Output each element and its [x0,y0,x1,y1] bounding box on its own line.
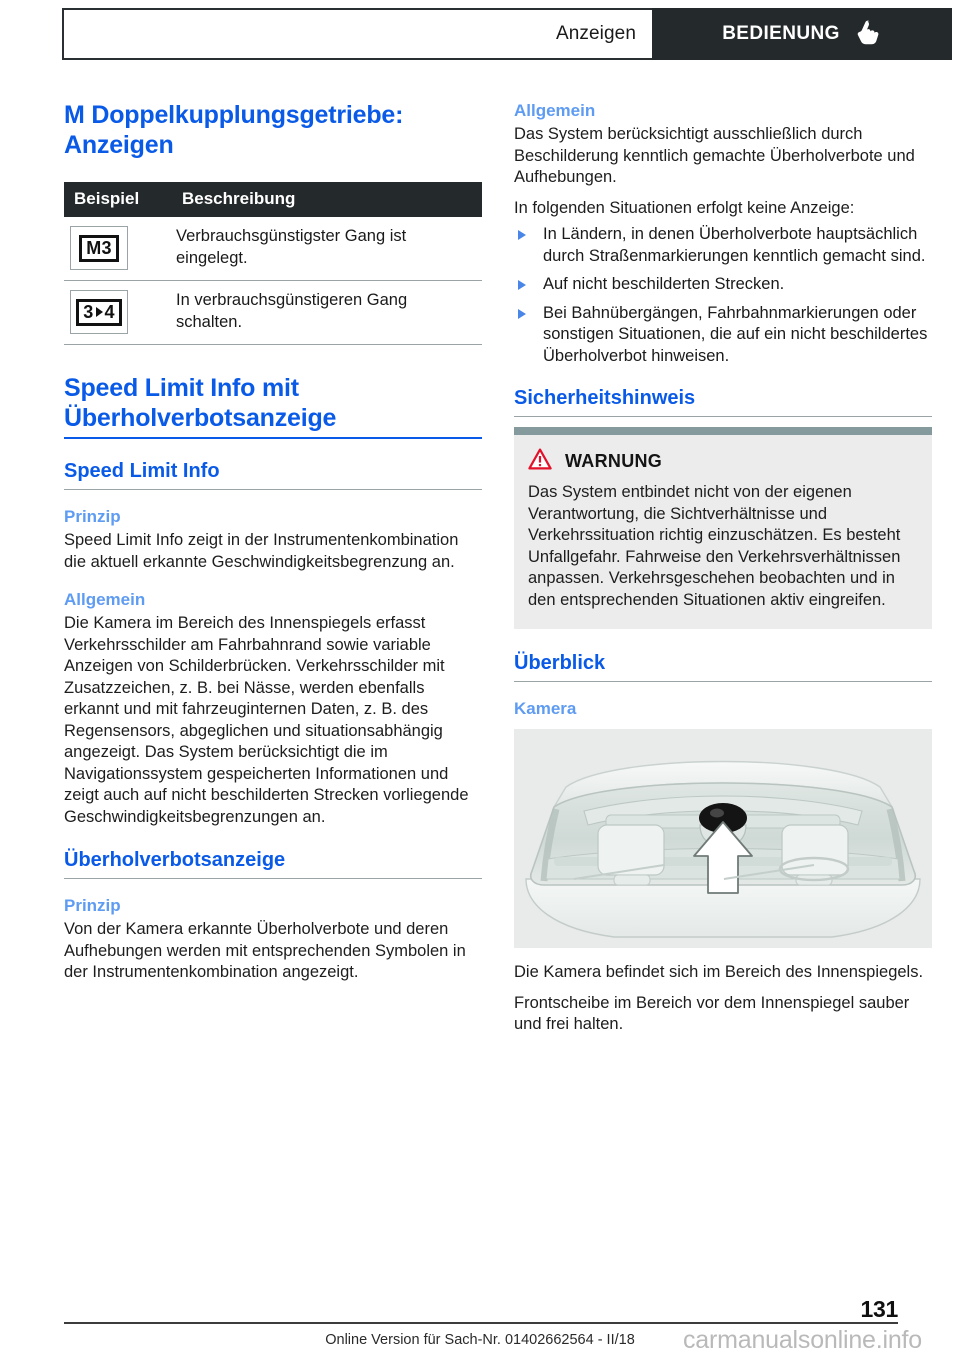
minor-heading-prinzip: Prinzip [64,507,121,526]
chapter-tab-label: BEDIENUNG [722,23,840,44]
footer-divider [64,1322,898,1324]
gear-shift-3-to-4-icon [70,290,128,334]
minor-heading-allgemein: Allgemein [64,590,146,609]
gear-from-label: 3 [83,301,94,322]
watermark: carmanualsonline.info [682,1326,922,1354]
subsection-title-ueberholverbotsanzeige: Überholverbotsanzeige [64,848,482,879]
gear-indicator-table [64,182,482,345]
right-column [514,100,932,1045]
page-number: 131 [860,1296,898,1322]
chapter-tab[interactable] [652,8,952,60]
warning-box-top-bar [514,427,932,435]
minor-heading-kamera: Kamera [514,699,577,718]
table-cell-description: Verbrauchsgünstigster Gang ist eingelegt. [172,217,482,281]
subsection-title-speed-limit-info: Speed Limit Info [64,459,482,490]
table-header-beispiel: Beispiel [64,182,172,217]
table-header-beschreibung: Beschreibung [172,182,482,217]
gear-shift-label [76,299,122,326]
page-title: M Doppelkupplungsgetriebe: Anzeigen [64,101,404,159]
left-column [64,100,482,993]
table-cell-description: In verbrauchsgünstigeren Gang schalten. [172,281,482,345]
warning-title: WARNUNG [565,451,663,471]
list-item [514,224,932,267]
table-row [64,217,482,281]
warning-title-row [528,448,918,475]
breadcrumb [62,8,652,60]
paragraph-allgemein-speed-limit: Die Kamera im Bereich des Innenspiegels erfasst Verkehrsschilder am Fahrbahnrand sowie variable Anzeigen von Schilderbrücken. Verkehrsschilder mit Zusatzzeichen, z. B. bei Nässe, werden ebenfalls erkannt und mit fahrzeuginternen Daten, z. B. des Regensensors, abgeglichen und situationsabhängig angezeigt. Das System berücksichtigt die im Navigationssystem gespeicherten Informationen und zeigt auch auf nicht beschilderten Strecken vorliegende Geschwindigkeitsbegrenzungen an. [64,614,469,826]
table-cell-icon [64,281,172,345]
table-row [64,281,482,345]
table-cell-icon [64,217,172,281]
list-item [514,303,932,368]
page-header [62,8,952,60]
warning-box [514,427,932,629]
pointing-hand-icon [856,18,882,51]
paragraph-prinzip-speed-limit: Speed Limit Info zeigt in der Instrumentenkombination die aktuell erkannte Geschwindigkeitsbegrenzung an. [64,531,459,571]
windshield-figure-svg [514,729,932,948]
list-item [514,274,932,296]
breadcrumb-label: Anzeigen [555,23,636,44]
gear-indicator-m3-icon [70,226,128,270]
minor-heading-prinzip-2: Prinzip [64,896,121,915]
windshield-camera-illustration [514,729,932,948]
subsection-title-ueberblick: Überblick [514,651,932,682]
paragraph-kamera-cleaning: Frontscheibe im Bereich vor dem Innenspiegel sauber und frei halten. [514,993,910,1033]
gear-indicator-m3-label: M3 [79,235,119,262]
situations-bullet-list [514,224,932,367]
paragraph-kamera-position: Die Kamera befindet sich im Bereich des Innenspiegels. [514,963,924,981]
paragraph-allgemein-right-1: Das System berücksichtigt ausschließlich durch Beschilderung kenntlich gemachte Überholverbote und Aufhebungen. [514,125,915,186]
shift-arrow-icon [96,307,103,317]
subsection-title-sicherheitshinweis: Sicherheitshinweis [514,386,932,417]
bullet-triangle-icon [518,280,526,290]
warning-text: Das System entbindet nicht von der eigenen Verantwortung, die Sichtverhältnisse und Verkehrssituation richtig einzuschätzen. Es besteht Unfallgefahr. Fahrweise den Verkehrsverhältnissen anpassen. Verkehrsgeschehen beobachten und in den entsprechenden Situationen aktiv eingreifen. [528,483,901,609]
warning-triangle-icon [528,448,552,475]
list-item-text: In Ländern, in denen Überholverbote hauptsächlich durch Straßenmarkierungen kenntlich gemacht sind. [543,225,926,265]
gear-to-label: 4 [104,301,115,322]
table-header-row [64,182,482,217]
bullet-triangle-icon [518,309,526,319]
online-version-note: Online Version für Sach-Nr. 01402662564 - II/18 [325,1332,635,1348]
section-title-speed-limit-info: Speed Limit Info mit Überholverbotsanzeige [64,373,482,439]
paragraph-prinzip-ueberholverbot: Von der Kamera erkannte Überholverbote und deren Aufhebungen werden mit entsprechenden Symbolen in der Instrumentenkombination angezeigt. [64,920,466,981]
list-item-text: Auf nicht beschilderten Strecken. [543,275,785,293]
minor-heading-allgemein-right: Allgemein [514,101,596,120]
bullet-triangle-icon [518,230,526,240]
list-item-text: Bei Bahnübergängen, Fahrbahnmarkierungen oder sonstigen Situationen, die auf ein nicht beschildertes Überholverbot hinweisen. [543,303,928,365]
warning-box-content [514,435,932,629]
paragraph-allgemein-right-2: In folgenden Situationen erfolgt keine Anzeige: [514,198,855,217]
